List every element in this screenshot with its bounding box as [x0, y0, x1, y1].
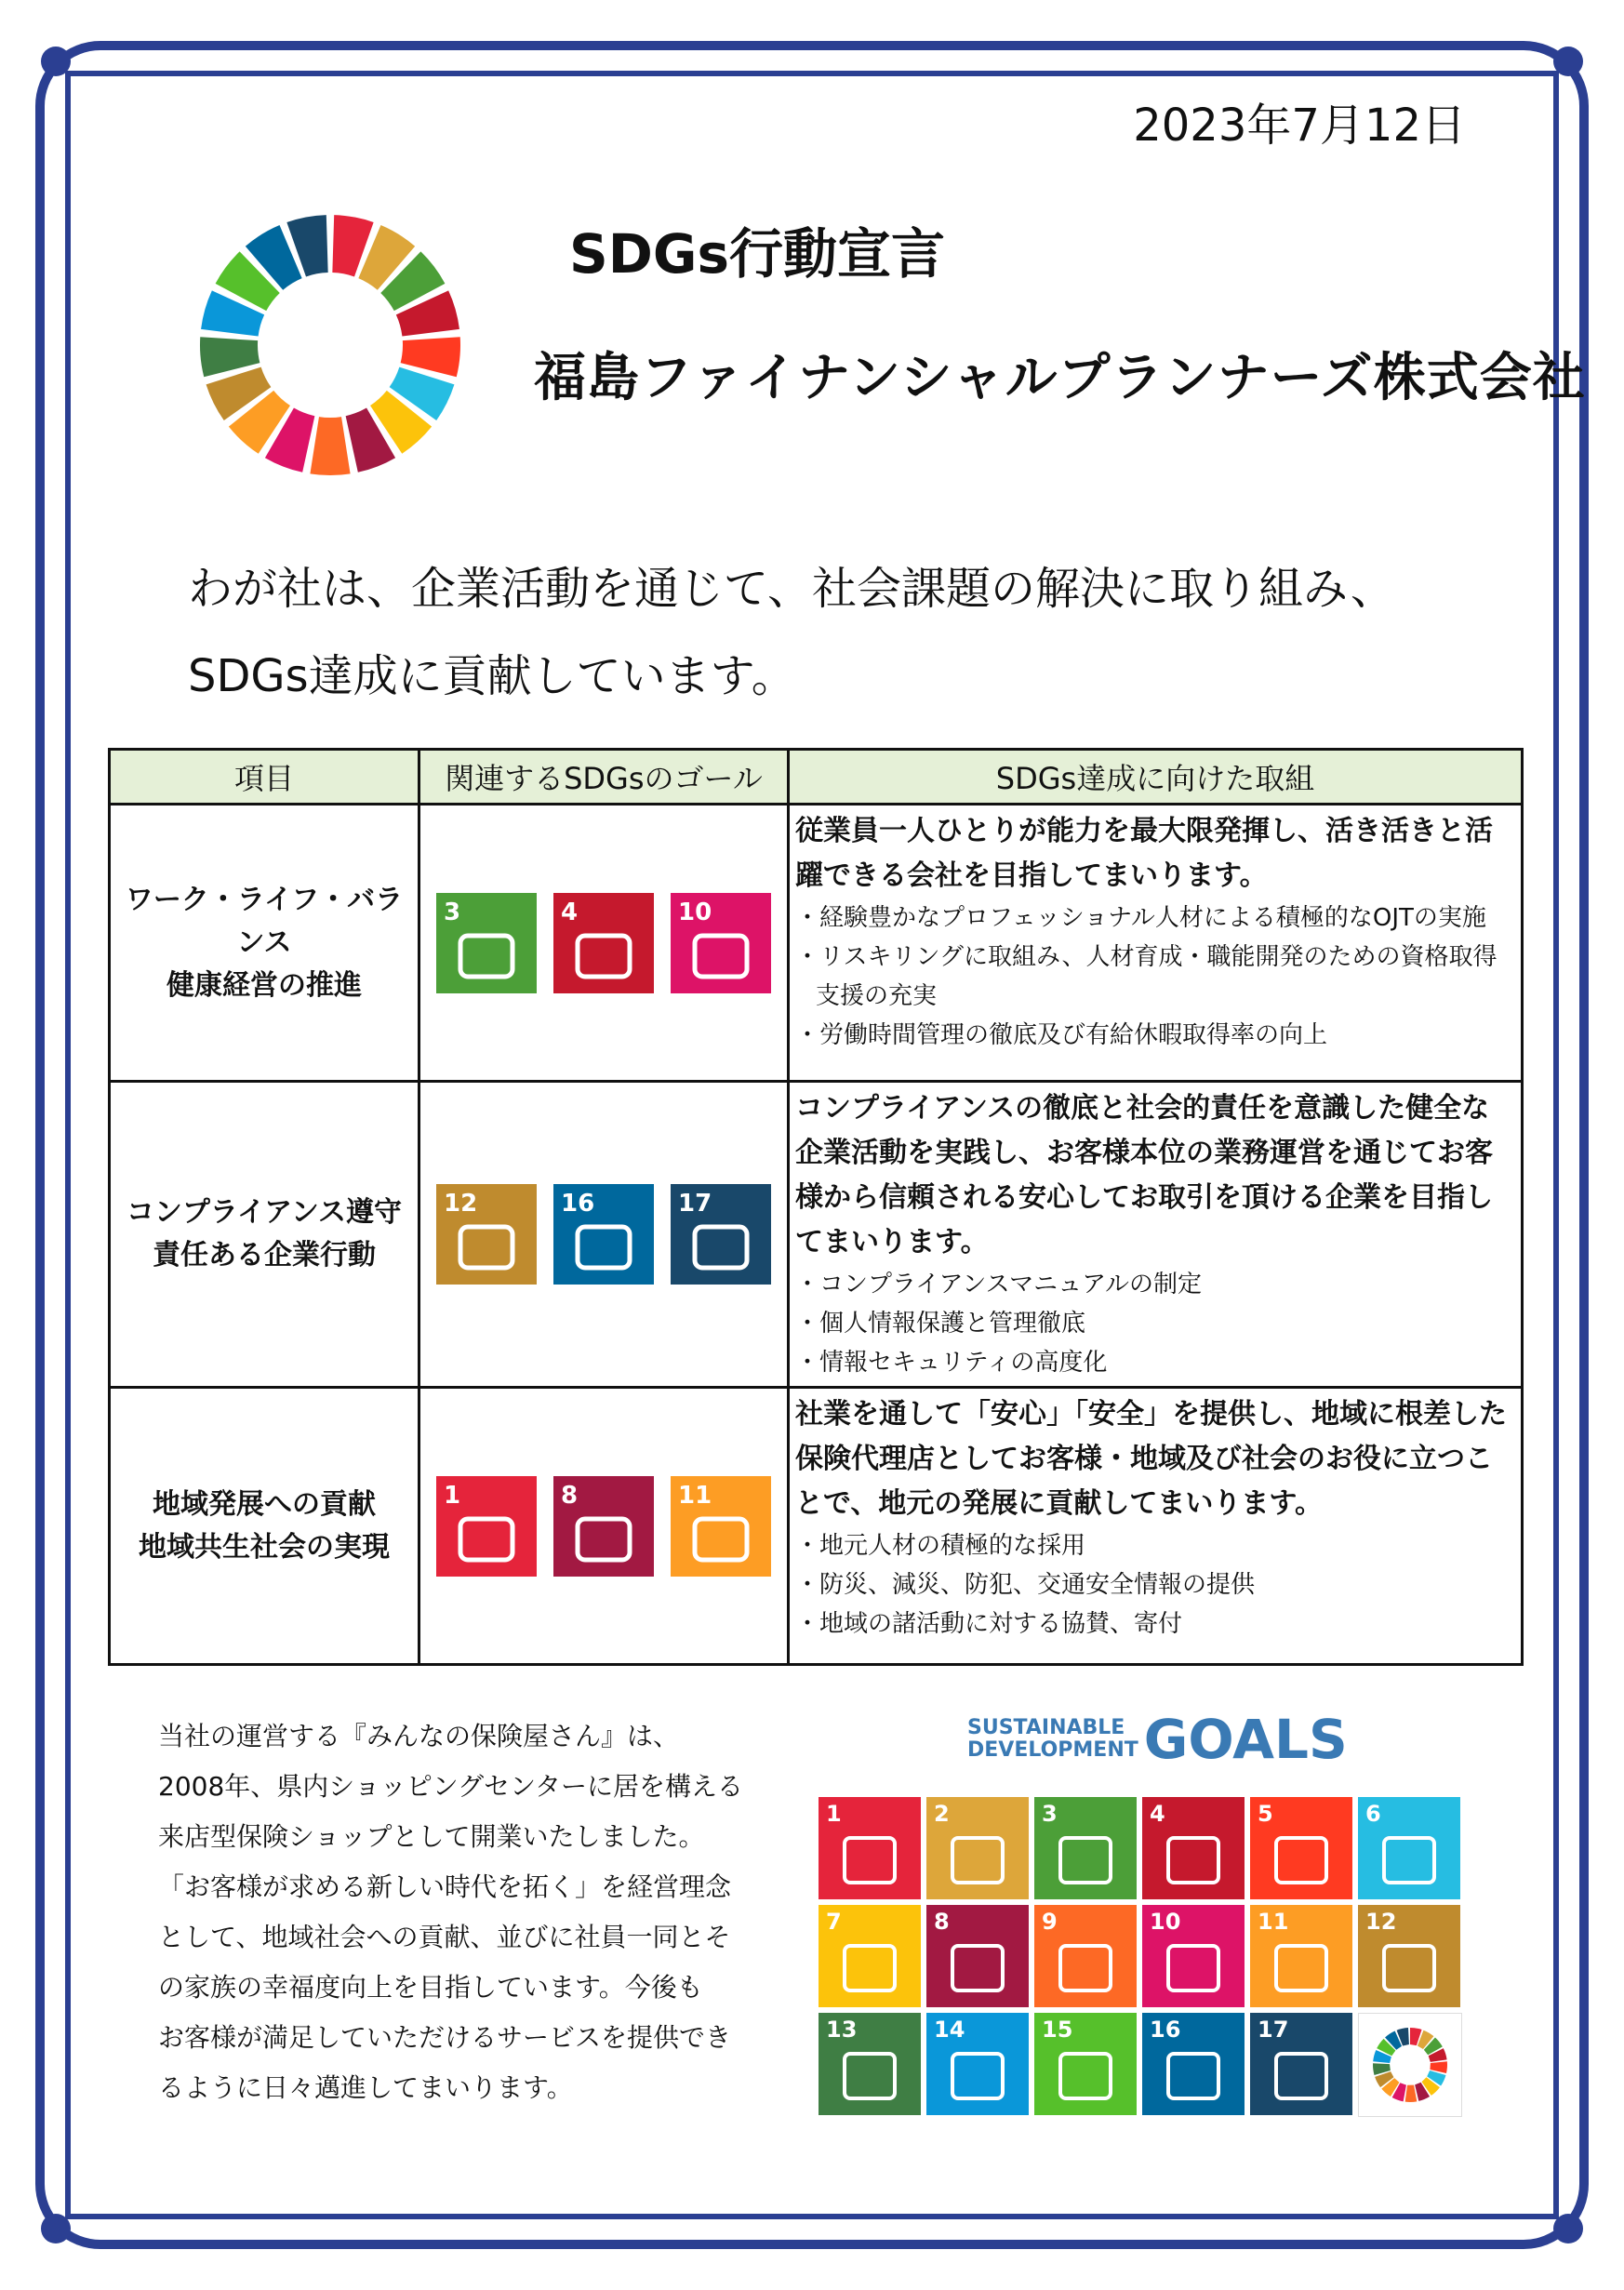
row-item-cell [110, 805, 419, 1082]
company-introduction [158, 1711, 753, 2113]
goal-number: 11 [1258, 1909, 1289, 1935]
goal-icons-cell [419, 805, 789, 1082]
page-title: SDGs行動宣言 [569, 222, 946, 286]
table-row [110, 1082, 1523, 1388]
action-lead: 従業員一人ひとりが能力を最大限発揮し、活き活きと活躍できる会社を目指してまいります。 [795, 815, 1493, 892]
goal-pictogram-icon [1058, 2052, 1112, 2100]
sdgs-logo [967, 1708, 1481, 1771]
item-label: ワーク・ライフ・バランス [125, 883, 404, 959]
sdg-goal-14-icon [926, 2013, 1029, 2115]
goal-number: 8 [934, 1909, 950, 1935]
goal-number: 15 [1042, 2017, 1073, 2043]
sdg-goal-15-icon [1034, 2013, 1137, 2115]
lead-line: わが社は、企業活動を通じて、社会課題の解決に取り組み、 [188, 563, 1395, 615]
action-bullet: ・地元人材の積極的な採用 [795, 1532, 1086, 1560]
sdgs-table [108, 748, 1524, 1666]
sdg-goal-16-icon [1142, 2013, 1245, 2115]
action-bullet: ・防災、減災、防犯、交通安全情報の提供 [795, 1571, 1256, 1599]
goal-number: 4 [1150, 1801, 1165, 1827]
goal-number: 12 [444, 1190, 478, 1218]
logo-goals-word: GOALS [1143, 1708, 1348, 1771]
goal-number: 5 [1258, 1801, 1273, 1827]
action-bullet: ・個人情報保護と管理徹底 [795, 1310, 1086, 1338]
goal-number: 14 [934, 2017, 965, 2043]
goal-pictogram-icon [1274, 1944, 1328, 1992]
sdg-goal-12-icon [1358, 1905, 1460, 2007]
intro-line: 当社の運営する『みんなの保険屋さん』は、 [158, 1721, 680, 1751]
sdg-goal-13-icon [819, 2013, 921, 2115]
action-bullet: ・労働時間管理の徹底及び有給休暇取得率の向上 [795, 1021, 1328, 1049]
intro-line: 「お客様が求める新しい時代を拓く」を経営理念 [158, 1871, 732, 1902]
sdg-goal-10-icon [1142, 1905, 1245, 2007]
sdg-goal-4-icon [553, 893, 654, 993]
intro-line: として、地域社会への貢献、並びに社員一同とそ [158, 1922, 731, 1952]
sdg-goal-1-icon [819, 1797, 921, 1899]
family-icon [455, 1513, 518, 1565]
sdg-goal-8-icon [926, 1905, 1029, 2007]
goal-number: 16 [561, 1190, 595, 1218]
action-bullet: ・リスキリングに取組み、人材育成・職能開発のための資格取得 [795, 943, 1498, 971]
goal-number: 4 [561, 898, 579, 926]
action-bullet: ・地域の諸活動に対する協賛、寄付 [795, 1610, 1183, 1638]
sdgs-wheel-tile-icon [1358, 2013, 1462, 2117]
sdg-goal-10-icon [671, 893, 771, 993]
goal-number: 2 [934, 1801, 950, 1827]
goal-number: 1 [826, 1801, 842, 1827]
intro-line: お客様が満足していただけるサービスを提供でき [158, 2022, 732, 2053]
column-header-goals: 関連するSDGsのゴール [419, 750, 789, 805]
action-bullet: ・情報セキュリティの高度化 [795, 1349, 1108, 1377]
column-header-actions: SDGs達成に向けた取組 [789, 750, 1523, 805]
sdg-goal-17-icon [1250, 2013, 1352, 2115]
sdgs-goals-poster [819, 1708, 1481, 2117]
corner-ornament-icon [28, 2201, 84, 2257]
item-label: コンプライアンス遵守 [126, 1196, 403, 1229]
row-item-cell [110, 1082, 419, 1388]
action-bullet: ・コンプライアンスマニュアルの制定 [795, 1271, 1203, 1298]
goal-pictogram-icon [843, 1836, 897, 1884]
sdg-goal-5-icon [1250, 1797, 1352, 1899]
goal-pictogram-icon [1166, 1836, 1220, 1884]
goal-number: 10 [678, 898, 712, 926]
sdg-goal-12-icon [436, 1184, 537, 1285]
goal-number: 3 [444, 898, 461, 926]
goal-number: 11 [678, 1481, 712, 1510]
corner-ornament-icon [1540, 33, 1596, 89]
sdg-goal-3-icon [1034, 1797, 1137, 1899]
lead-line: SDGs達成に貢献しています。 [188, 650, 796, 702]
flower-icon [689, 1221, 752, 1273]
item-label: 健康経営の推進 [166, 968, 362, 1002]
goal-pictogram-icon [843, 1944, 897, 1992]
intro-line: るように日々邁進してまいります。 [158, 2072, 573, 2103]
growth-chart-icon [572, 1513, 635, 1565]
goal-number: 3 [1042, 1801, 1058, 1827]
item-label: 地域共生社会の実現 [139, 1530, 390, 1564]
item-label: 地域発展への貢献 [153, 1487, 376, 1521]
logo-line: DEVELOPMENT [967, 1738, 1138, 1762]
goal-pictogram-icon [1274, 2052, 1328, 2100]
sdg-goal-7-icon [819, 1905, 921, 2007]
sdg-goal-16-icon [553, 1184, 654, 1285]
intro-line: の家族の幸福度向上を目指しています。今後も [158, 1972, 703, 2003]
heartbeat-icon [455, 930, 518, 982]
lead-statement [188, 545, 1490, 720]
column-header-item: 項目 [110, 750, 419, 805]
mini-wheel-icon [1359, 2014, 1461, 2116]
goal-icons-cell [419, 1388, 789, 1665]
goal-tiles-grid [819, 1797, 1481, 2117]
goal-number: 17 [678, 1190, 712, 1218]
goal-number: 8 [561, 1481, 579, 1510]
dove-icon [572, 1221, 635, 1273]
goal-number: 7 [826, 1909, 842, 1935]
goal-number: 16 [1150, 2017, 1181, 2043]
action-lead: コンプライアンスの徹底と社会的責任を意識した健全な企業活動を実践し、お客様本位の業務運営を通じてお客様から信頼される安心してお取引を頂ける企業を目指してまいります。 [795, 1092, 1493, 1258]
sdg-goal-17-icon [671, 1184, 771, 1285]
action-bullet: 支援の充実 [816, 982, 938, 1010]
row-item-cell [110, 1388, 419, 1665]
sdg-goal-11-icon [1250, 1905, 1352, 2007]
infinity-icon [455, 1221, 518, 1273]
sdg-goal-1-icon [436, 1476, 537, 1577]
goal-pictogram-icon [951, 1944, 1005, 1992]
goal-pictogram-icon [1166, 2052, 1220, 2100]
goal-pictogram-icon [843, 2052, 897, 2100]
sdg-goal-3-icon [436, 893, 537, 993]
actions-cell [789, 805, 1523, 1082]
goal-number: 17 [1258, 2017, 1289, 2043]
intro-line: 来店型保険ショップとして開業いたしました。 [158, 1821, 705, 1852]
goal-icons-cell [419, 1082, 789, 1388]
goal-pictogram-icon [1166, 1944, 1220, 1992]
goal-pictogram-icon [1058, 1836, 1112, 1884]
sdg-goal-6-icon [1358, 1797, 1460, 1899]
sdg-goal-9-icon [1034, 1905, 1137, 2007]
goal-pictogram-icon [1058, 1944, 1112, 1992]
goal-pictogram-icon [1382, 1944, 1436, 1992]
goal-pictogram-icon [951, 1836, 1005, 1884]
goal-number: 12 [1365, 1909, 1397, 1935]
company-name: 福島ファイナンシャルプランナーズ株式会社 [534, 348, 1586, 408]
declaration-date: 2023年7月12日 [1133, 100, 1466, 152]
table-header-row [110, 750, 1523, 805]
corner-ornament-icon [28, 33, 84, 89]
table-row [110, 1388, 1523, 1665]
sdg-goal-4-icon [1142, 1797, 1245, 1899]
table-row [110, 805, 1523, 1082]
actions-cell [789, 1082, 1523, 1388]
city-icon [689, 1513, 752, 1565]
action-lead: 社業を通して「安心」「安全」を提供し、地域に根差した保険代理店としてお客様・地域及び社会のお役に立つことで、地元の発展に貢献してまいります。 [795, 1398, 1507, 1520]
sdgs-wheel-icon [195, 210, 465, 480]
goal-number: 1 [444, 1481, 461, 1510]
goal-pictogram-icon [1382, 1836, 1436, 1884]
goal-number: 6 [1365, 1801, 1381, 1827]
actions-cell [789, 1388, 1523, 1665]
wheel-segment [310, 417, 350, 475]
goal-number: 10 [1150, 1909, 1181, 1935]
item-label: 責任ある企業行動 [153, 1239, 376, 1271]
sdg-goal-2-icon [926, 1797, 1029, 1899]
goal-pictogram-icon [1274, 1836, 1328, 1884]
corner-ornament-icon [1540, 2201, 1596, 2257]
goal-number: 9 [1042, 1909, 1058, 1935]
goal-pictogram-icon [951, 2052, 1005, 2100]
sdg-goal-11-icon [671, 1476, 771, 1577]
intro-line: 2008年、県内ショッピングセンターに居を構える [158, 1771, 744, 1802]
book-icon [572, 930, 635, 982]
equality-icon [689, 930, 752, 982]
logo-line: SUSTAINABLE [967, 1716, 1125, 1739]
action-bullet: ・経験豊かなプロフェッショナル人材による積極的なOJTの実施 [795, 904, 1486, 932]
goal-number: 13 [826, 2017, 858, 2043]
sdg-goal-8-icon [553, 1476, 654, 1577]
